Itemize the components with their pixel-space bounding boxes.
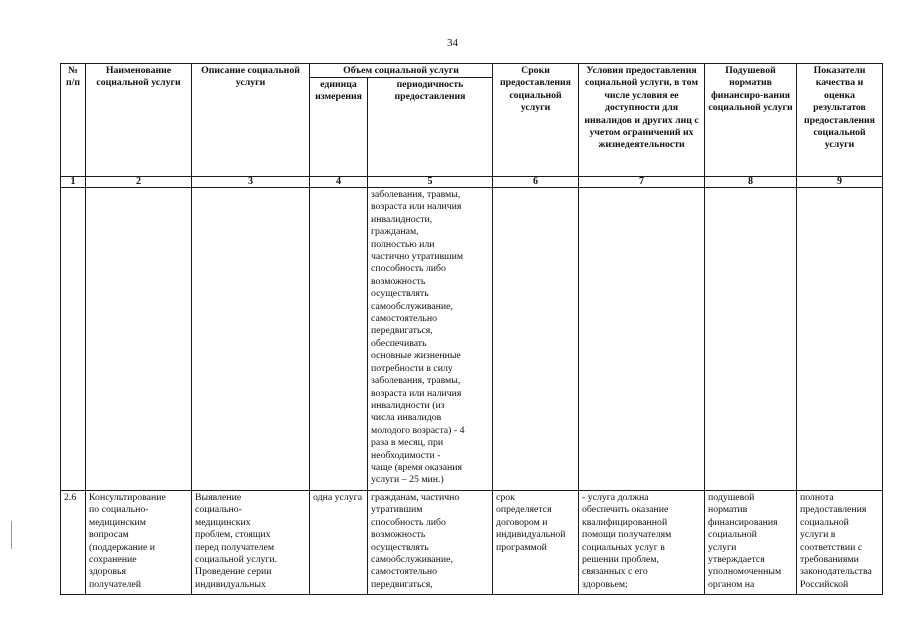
service-description-cell: Выявление социально- медицинских проблем, стоящих перед получателем социальной услуги. Проведение серии индивидуальных: [192, 491, 310, 595]
header-col-period: периодичность предоставления: [368, 78, 493, 177]
column-number-2: 2: [86, 177, 192, 188]
continuation-row: [61, 188, 883, 491]
page-number: 34: [447, 37, 458, 49]
column-number-5: 5: [368, 177, 493, 188]
social-services-table: [60, 63, 883, 595]
period-cell: гражданам, частично утратившим способность либо возможность осуществлять самообслуживание, самостоятельно передвигаться,: [368, 491, 493, 595]
cell-empty: [705, 188, 797, 491]
conditions-cell: - услуга должна обеспечить оказание квалифицированной помощи получателям социальных услуг в решении проблем, связанных с его здоровьем;: [579, 491, 705, 595]
header-col-name: Наименование социальной услуги: [86, 64, 192, 177]
row-number-cell: 2.6: [61, 491, 86, 595]
cell-empty: [86, 188, 192, 491]
column-number-3: 3: [192, 177, 310, 188]
cell-empty: [192, 188, 310, 491]
header-col-no: № п/п: [61, 64, 86, 177]
header-col-conditions: Условия предоставления социальной услуги, в том числе условия ее доступности для инвалидов и других лиц с учетом ограничений их жизнедеятельности: [579, 64, 705, 177]
column-number-row: [61, 177, 883, 188]
column-number-4: 4: [310, 177, 368, 188]
cell-empty: [579, 188, 705, 491]
header-col-volume: Объем социальной услуги: [310, 64, 493, 78]
cell-empty: [493, 188, 579, 491]
header-row-1: [61, 64, 883, 78]
header-col-quality: Показатели качества и оценка результатов предоставления социальной услуги: [797, 64, 883, 177]
column-number-6: 6: [493, 177, 579, 188]
header-col-unit: единица измерения: [310, 78, 368, 177]
norm-cell: подушевой норматив финансирования социальной услуги утверждается уполномоченным органом на: [705, 491, 797, 595]
service-name-cell: Консультирование по социально- медицинским вопросам (поддержание и сохранение здоровья получателей: [86, 491, 192, 595]
header-col-terms: Сроки предоставления социальной услуги: [493, 64, 579, 177]
column-number-1: 1: [61, 177, 86, 188]
header-col-description: Описание социальной услуги: [192, 64, 310, 177]
scan-edge-mark: [11, 521, 12, 549]
cell-empty: [61, 188, 86, 491]
column-number-8: 8: [705, 177, 797, 188]
column-number-7: 7: [579, 177, 705, 188]
column-number-9: 9: [797, 177, 883, 188]
cell-empty: [310, 188, 368, 491]
terms-cell: срок определяется договором и индивидуальной программой: [493, 491, 579, 595]
header-col-norm: Подушевой норматив финансиро-вания социальной услуги: [705, 64, 797, 177]
cell-empty: [797, 188, 883, 491]
quality-cell: полнота предоставления социальной услуги в соответствии с требованиями законодательства Российской: [797, 491, 883, 595]
table-row-2-6: [61, 491, 883, 595]
unit-cell: одна услуга: [310, 491, 368, 595]
continuation-period-cell: заболевания, травмы, возраста или наличия инвалидности, гражданам, полностью или частично утратившим способность либо возможность осуществлять самообслуживание, самостоятельно передвигаться, обеспечивать основные жизненные потребности в силу заболевания, травмы, возраста или наличия инвалидности (из числа инвалидов молодого возраста) - 4 раза в месяц, при необходимости - чаще (время оказания услуги – 25 мин.): [368, 188, 493, 491]
